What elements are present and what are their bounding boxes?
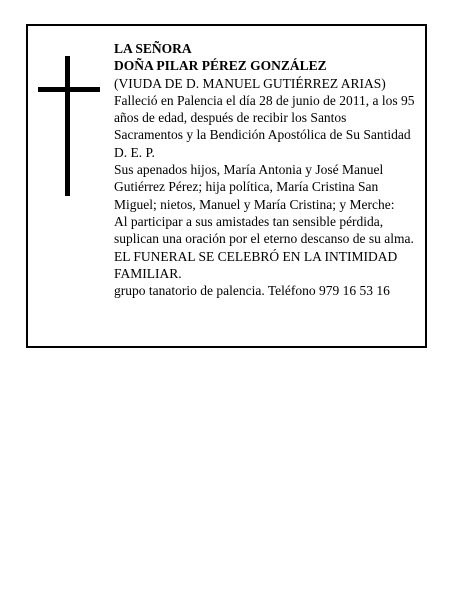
notice-heading-name: DOÑA PILAR PÉREZ GONZÁLEZ [114,58,327,74]
notice-text [114,40,419,299]
notice-body-line: Sacramentos y la Bendición Apostólica de Su Santidad [114,127,411,143]
cross-vertical-bar [65,56,70,196]
notice-body-line: años de edad, después de recibir los Santos [114,110,347,126]
notice-heading-title: LA SEÑORA [114,41,192,56]
cross-icon [38,56,100,196]
notice-funeral-line: FAMILIAR. [114,265,182,281]
notice-family-line: Sus apenados hijos, María Antonia y José Manuel [114,162,384,178]
notice-funeral-line: EL FUNERAL SE CELEBRÓ EN LA INTIMIDAD [114,248,398,264]
notice-request-line: Al participar a sus amistades tan sensible pérdida, [114,213,384,229]
notice-family-line: Miguel; nietos, Manuel y María Cristina; y Merche: [114,196,395,212]
notice-body-line: Falleció en Palencia el día 28 de junio de 2011, a los 95 [114,92,415,108]
notice-family-line: Gutiérrez Pérez; hija política, María Cristina San [114,179,379,195]
notice-rip-line: D. E. P. [114,144,155,160]
cross-horizontal-bar [38,87,100,92]
notice-contact-line: grupo tanatorio de palencia. Teléfono 979 16 53 16 [114,283,390,299]
notice-request-line: suplican una oración por el eterno descanso de su alma. [114,231,414,247]
notice-widow-line: (VIUDA DE D. MANUEL GUTIÉRREZ ARIAS) [114,75,386,91]
